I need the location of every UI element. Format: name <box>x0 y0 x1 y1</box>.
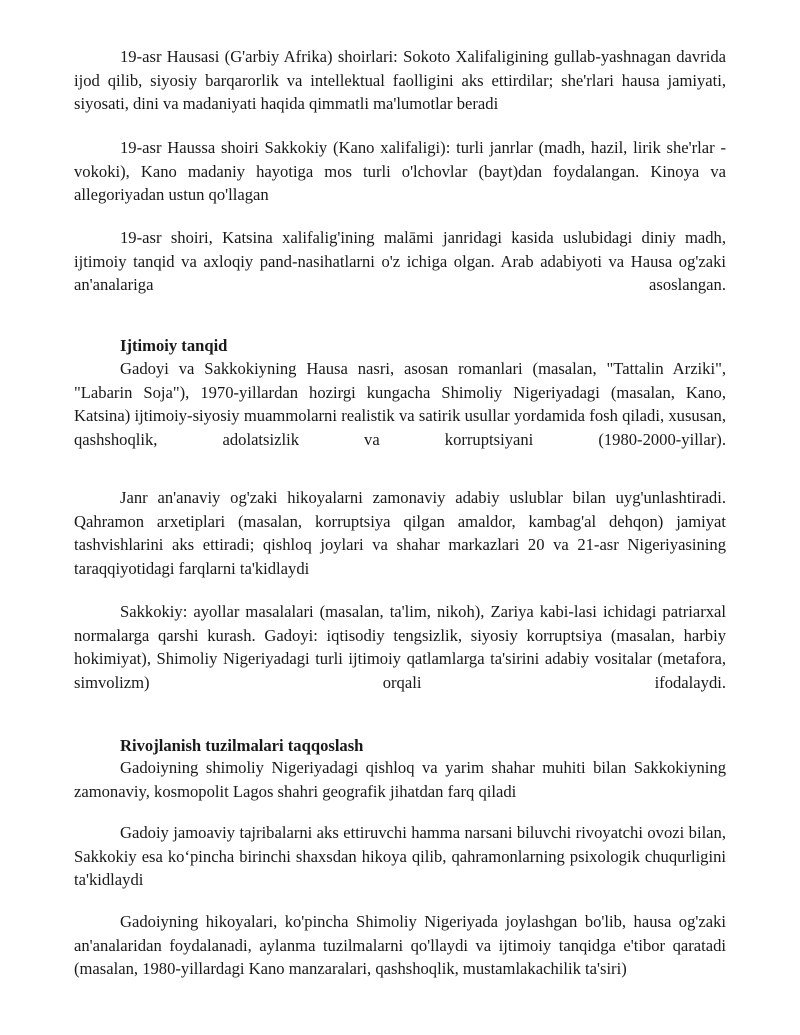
paragraph-katsina-poet: 19-asr shoiri, Katsina xalifalig'ining malāmi janridagi kasida uslubidagi diniy madh, ijtimoiy tanqid va axloqiy pand-nasihatlarni o'z ichiga olgan. Arab adabiyoti va Hausa og'zaki an'analariga asoslangan. <box>74 228 726 295</box>
paragraph-sakkokiy-poet: 19-asr Haussa shoiri Sakkokiy (Kano xalifaligi): turli janrlar (madh, hazil, lirik she'rlar - vokoki), Kano madaniy hayotiga mos turli o'lchovlar (bayt)dan foydalangan. Kinoya va allegoriyadan ustun qo'llagan <box>74 138 726 205</box>
paragraph-themes: Sakkokiy: ayollar masalalari (masalan, ta'lim, nikoh), Zariya kabi-lasi ichidagi patriarxal normalarga qarshi kurash. Gadoyi: iqtisodiy tengsizlik, siyosiy korruptsiya (masalan, harbiy hokimiyat), Shimoliy Nigeriyadagi turli ijtimoiy qatlamlarga ta'sirini adabiy vositalar (metafora, simvolizm) orqali ifodalaydi. <box>74 602 726 692</box>
paragraph-genre: Janr an'anaviy og'zaki hikoyalarni zamonaviy adabiy uslublar bilan uyg'unlashtiradi. Qahramon arxetiplari (masalan, korruptsiya qilgan amaldor, kambag'al dehqon) jamiyat tashvishlarini aks ettiradi; qishloq joylari va shahar markazlari 20 va 21-asr Nigeriyasining taraqqiyotidagi farqlarni ta'kidlaydi <box>74 488 726 578</box>
heading-social-critique: Ijtimoiy tanqid <box>120 336 228 355</box>
heading-structure-comparison: Rivojlanish tuzilmalari taqqoslash <box>120 736 364 755</box>
paragraph-setting-contrast: Gadoiyning shimoliy Nigeriyadagi qishloq va yarim shahar muhiti bilan Sakkokiyning zamonaviy, kosmopolit Lagos shahri geografik jihatdan farq qiladi <box>74 758 726 801</box>
paragraph-narrator-contrast: Gadoiy jamoaviy tajribalarni aks ettiruvchi hamma narsani biluvchi rivoyatchi ovozi bilan, Sakkokiy esa ko‘pincha birinchi shaxsdan hikoya qilib, qahramonlarning psixologik chuqurligini ta'kidlaydi <box>74 823 726 890</box>
paragraph-gadoiy-stories: Gadoiyning hikoyalari, ko'pincha Shimoliy Nigeriyada joylashgan bo'lib, hausa og'zaki an'analaridan foydalanadi, aylanma tuzilmalarni qo'llaydi va ijtimoiy tanqidga e'tibor qaratadi (masalan, 1980-yillardagi Kano manzaralari, qashshoqlik, mustamlakachilik ta'siri) <box>74 912 726 979</box>
paragraph-hausa-poets: 19-asr Hausasi (G'arbiy Afrika) shoirlari: Sokoto Xalifaligining gullab-yashnagan davrida ijod qilib, siyosiy barqarorlik va intellektual faolligini aks ettirdilar; she'rlari hausa jamiyati, siyosati, dini va madaniyati haqida qimmatli ma'lumotlar beradi <box>74 47 726 114</box>
paragraph-hausa-prose: Gadoyi va Sakkokiyning Hausa nasri, asosan romanlari (masalan, "Tattalin Arziki", "Labarin Soja"), 1970-yillardan hozirgi kungacha Shimoliy Nigeriyadagi (masalan, Kano, Katsina) ijtimoiy-siyosiy muammolarni realistik va satirik usullar yordamida fosh qiladi, xususan, qashshoqlik, adolatsizlik va korruptsiyani (1980-2000-yillar). <box>74 359 726 449</box>
